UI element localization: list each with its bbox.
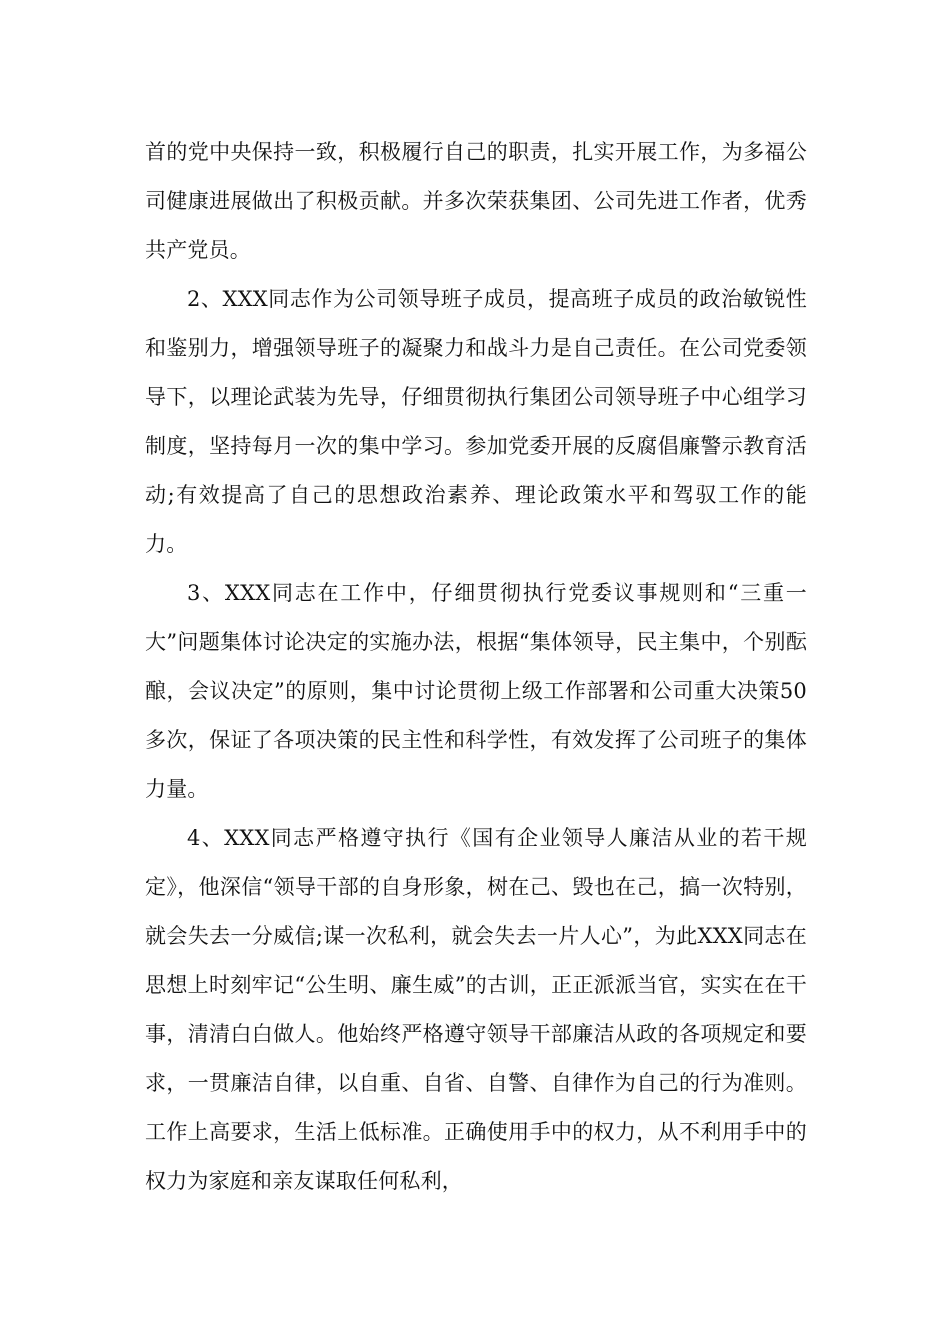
paragraph-1: 首的党中央保持一致，积极履行自己的职责，扎实开展工作，为多福公司健康进展做出了积极贡献。并多次荣获集团、公司先进工作者，优秀共产党员。: [145, 140, 807, 262]
paragraph-3: 3、XXX同志在工作中，仔细贯彻执行党委议事规则和“三重一大”问题集体讨论决定的实施办法，根据“集体领导，民主集中，个别酝酿，会议决定”的原则，集中讨论贯彻上级工作部署和公司重大决策50多次，保证了各项决策的民主性和科学性，有效发挥了公司班子的集体力量。: [145, 581, 807, 801]
document-body: [145, 128, 807, 1206]
paragraph-4: 4、XXX同志严格遵守执行《国有企业领导人廉洁从业的若干规定》，他深信“领导干部的自身形象，树在己、毁也在己，搞一次特别，就会失去一分威信;谋一次私利，就会失去一片人心”，为此XXX同志在思想上时刻牢记“公生明、廉生威”的古训，正正派派当官，实实在在干事，清清白白做人。他始终严格遵守领导干部廉洁从政的各项规定和要求，一贯廉洁自律，以自重、自省、自警、自律作为自己的行为准则。工作上高要求，生活上低标准。正确使用手中的权力，从不利用手中的权力为家庭和亲友谋取任何私利，: [145, 826, 807, 1193]
paragraph-2: 2、XXX同志作为公司领导班子成员，提高班子成员的政治敏锐性和鉴别力，增强领导班子的凝聚力和战斗力是自己责任。在公司党委领导下，以理论武装为先导，仔细贯彻执行集团公司领导班子中心组学习制度，坚持每月一次的集中学习。参加党委开展的反腐倡廉警示教育活动;有效提高了自己的思想政治素养、理论政策水平和驾驭工作的能力。: [145, 287, 807, 556]
